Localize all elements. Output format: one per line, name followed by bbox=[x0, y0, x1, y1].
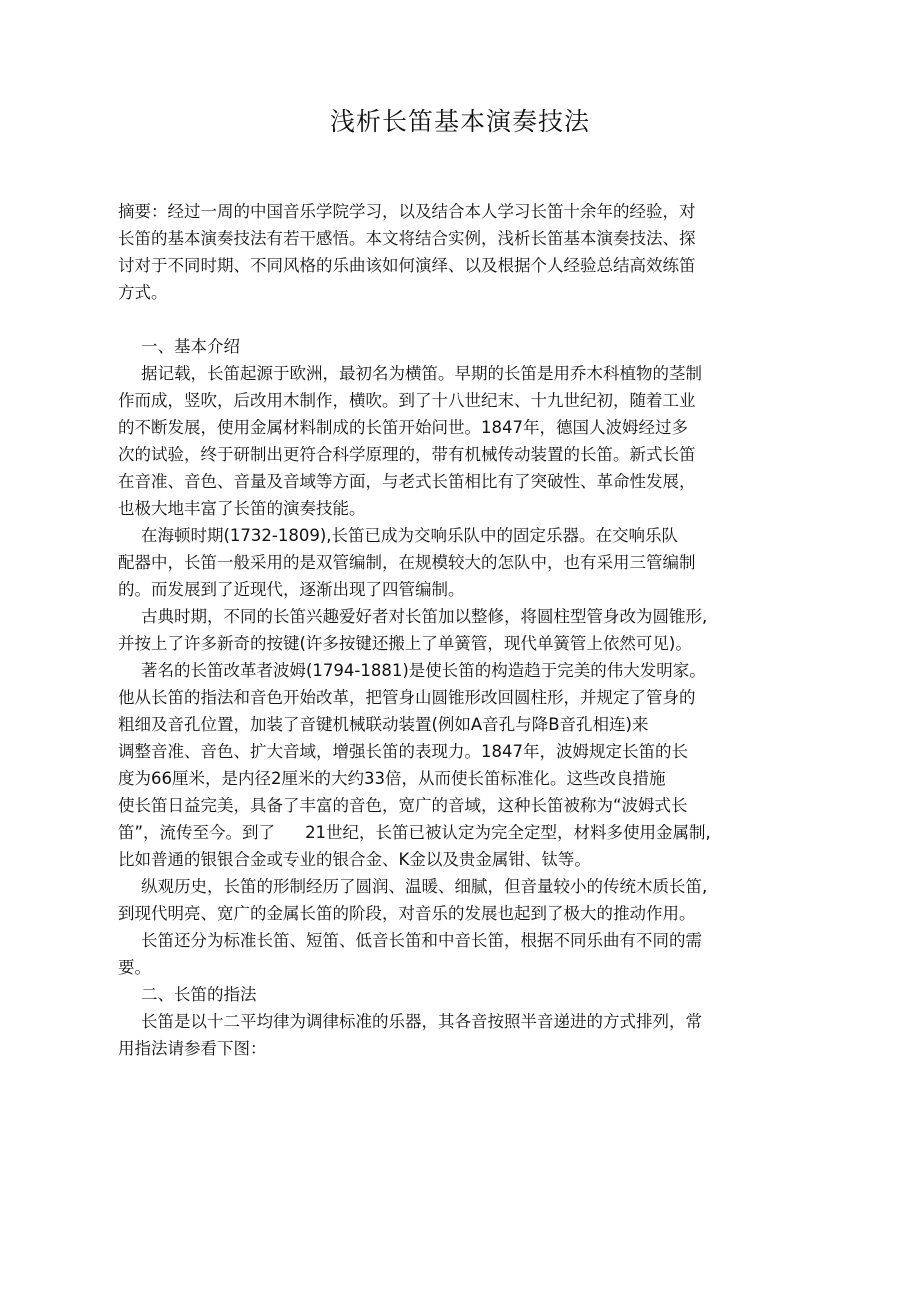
paragraph-line: 他从长笛的指法和音色开始改革，把管身山圆锥形改回圆柱形，并规定了管身的 bbox=[118, 688, 696, 707]
paragraph-line: 的不断发展，使用金属材料制成的长笛开始问世。1847年，德国人波姆经过多 bbox=[118, 418, 688, 437]
paragraph-line: 并按上了许多新奇的按键(许多按键还搬上了单簧管，现代单簧管上依然可见)。 bbox=[118, 634, 692, 653]
paragraph-line-part: 笛”，流传至今。到了 bbox=[118, 823, 276, 842]
paragraph-line: 在海顿时期(1732-1809),长笛已成为交响乐队中的固定乐器。在交响乐队 bbox=[141, 526, 679, 545]
paragraph bbox=[118, 360, 808, 522]
paragraph bbox=[118, 927, 808, 981]
paragraph-line: 比如普通的银银合金或专业的银合金、K金以及贵金属钳、钛等。 bbox=[118, 850, 591, 869]
paragraph-line: 据记载，长笛起源于欧洲，最初名为横笛。早期的长笛是用乔木科植物的茎制 bbox=[141, 364, 702, 383]
paragraph-gap bbox=[118, 306, 808, 333]
paragraph-line: 粗细及音孔位置，加装了音键机械联动装置(例如A音孔与降B音孔相连)来 bbox=[118, 715, 649, 734]
paragraph-line: 次的试验，终于研制出更符合科学原理的，带有机械传动装置的长笛。新式长笛 bbox=[118, 445, 696, 464]
paragraph-line: 长笛还分为标准长笛、短笛、低音长笛和中音长笛，根据不同乐曲有不同的需 bbox=[141, 931, 702, 950]
paragraph-line: 用指法请参看下图： bbox=[118, 1039, 267, 1058]
paragraph-line: 到现代明亮、宽广的金属长笛的阶段，对音乐的发展也起到了极大的推动作用。 bbox=[118, 904, 696, 923]
paragraph-line: 的。而发展到了近现代，逐渐出现了四管编制。 bbox=[118, 580, 465, 599]
paragraph bbox=[118, 603, 808, 657]
paragraph-line: 度为66厘米，是内径2厘米的大约33倍，从而使长笛标准化。这些改良措施 bbox=[118, 769, 666, 788]
section-heading-1: 一、基本介绍 bbox=[141, 337, 240, 356]
paragraph-line: 也极大地丰富了长笛的演奏技能。 bbox=[118, 499, 366, 518]
paragraph-line: 使长笛日益完美，具备了丰富的音色，宽广的音域，这种长笛被称为“波姆式长 bbox=[118, 796, 688, 815]
document-body bbox=[118, 198, 808, 1062]
abstract-line: 摘要：经过一周的中国音乐学院学习，以及结合本人学习长笛十余年的经验，对 bbox=[118, 202, 696, 221]
paragraph-line: 著名的长笛改革者波姆(1794-1881)是使长笛的构造趋于完美的伟大发明家。 bbox=[141, 661, 706, 680]
paragraph-line: 纵观历史，长笛的形制经历了圆润、温暖、细腻，但音量较小的传统木质长笛, bbox=[141, 877, 708, 896]
paragraph-line bbox=[118, 819, 808, 846]
abstract bbox=[118, 198, 808, 306]
paragraph-line: 作而成，竖吹，后改用木制作，横吹。到了十八世纪末、十九世纪初，随着工业 bbox=[118, 391, 696, 410]
paragraph-line: 长笛是以十二平均律为调律标准的乐器，其各音按照半音递进的方式排列，常 bbox=[141, 1012, 702, 1031]
paragraph bbox=[118, 1008, 808, 1062]
paragraph-line: 调整音准、音色、扩大音域，增强长笛的表现力。1847年，波姆规定长笛的长 bbox=[118, 742, 688, 761]
paragraph bbox=[118, 657, 808, 873]
page-title: 浅析长笛基本演奏技法 bbox=[329, 107, 590, 136]
paragraph-line: 古典时期，不同的长笛兴趣爱好者对长笛加以整修，将圆柱型管身改为圆锥形, bbox=[141, 607, 708, 626]
section-heading-2: 二、长笛的指法 bbox=[141, 985, 257, 1004]
paragraph-line: 配器中，长笛一般采用的是双管编制，在规模较大的怎队中，也有采用三管编制 bbox=[118, 553, 696, 572]
abstract-line: 讨对于不同时期、不同风格的乐曲该如何演绎、以及根据个人经验总结高效练笛 bbox=[118, 256, 696, 275]
paragraph-line-part: 21世纪，长笛已被认定为完全定型，材料多使用金属制, bbox=[305, 823, 711, 842]
abstract-line: 方式。 bbox=[118, 283, 168, 302]
abstract-line: 长笛的基本演奏技法有若干感悟。本文将结合实例，浅析长笛基本演奏技法、探 bbox=[118, 229, 696, 248]
paragraph bbox=[118, 522, 808, 603]
paragraph-line: 在音准、音色、音量及音域等方面，与老式长笛相比有了突破性、革命性发展， bbox=[118, 472, 696, 491]
paragraph-line: 要。 bbox=[118, 958, 151, 977]
paragraph bbox=[118, 873, 808, 927]
